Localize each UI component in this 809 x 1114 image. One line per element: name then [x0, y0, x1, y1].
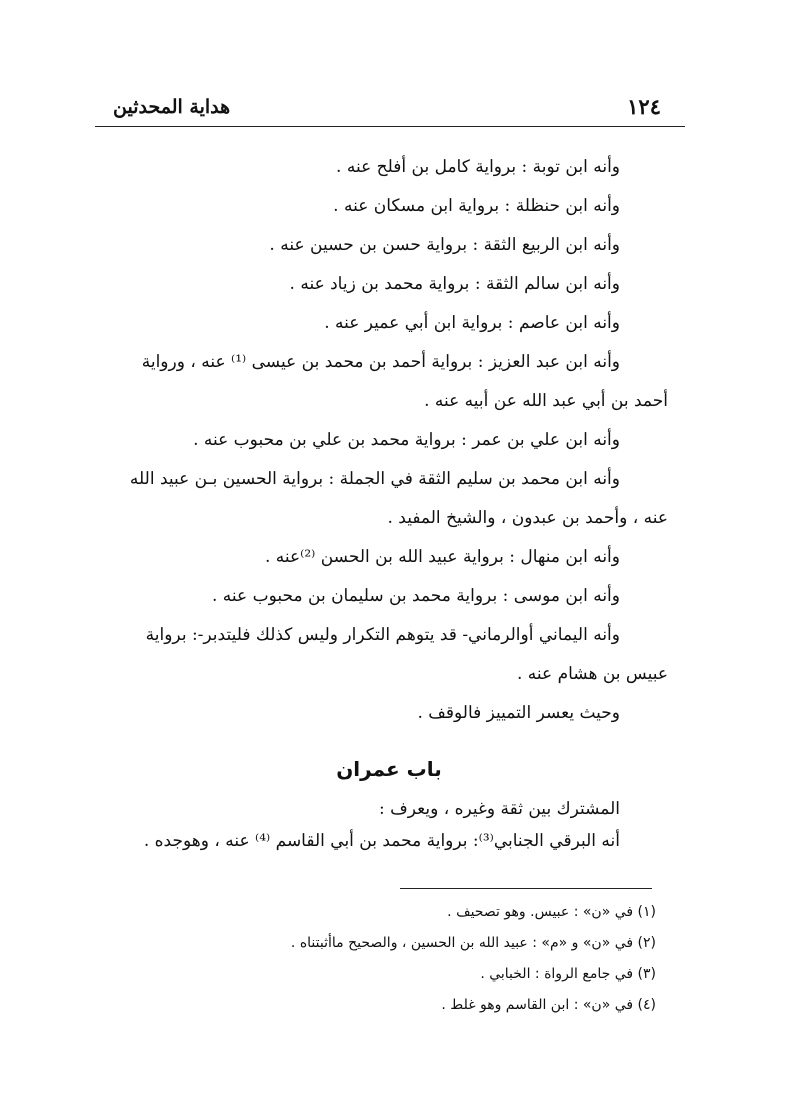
footnote-1: (١) في «ن» : عبيس. وهو تصحيف .	[447, 904, 656, 920]
text-line: وأنه اليماني أوالرماني- قد يتوهم التكرار وليس كذلك فليتدبر-: برواية	[145, 625, 620, 645]
text-line: وأنه ابن علي بن عمر : برواية محمد بن علي بن محبوب عنه .	[193, 430, 620, 450]
footnote-2: (٢) في «ن» و «م» : عبيد الله بن الحسين ، والصحيح ماأثبتناه .	[290, 935, 656, 951]
page-number: ١٢٤	[627, 94, 661, 119]
text-line: أنه البرقي الجنابي⁽³⁾: برواية محمد بن أبي القاسم ⁽⁴⁾ عنه ، وهوجده .	[143, 831, 620, 851]
text-line: وأنه ابن الربيع الثقة : برواية حسن بن حسين عنه .	[269, 235, 620, 255]
text-line: وأنه ابن سالم الثقة : برواية محمد بن زياد عنه .	[289, 274, 620, 294]
text-line: المشترك بين ثقة وغيره ، ويعرف :	[379, 799, 620, 819]
text-line: وأنه ابن محمد بن سليم الثقة في الجملة : برواية الحسين بـن عبيد الله	[129, 469, 620, 489]
section-heading: باب عمران	[336, 757, 442, 781]
footnote-3: (٣) في جامع الرواة : الخبابي .	[480, 966, 656, 982]
page-header	[95, 92, 685, 127]
text-line: وأنه ابن توبة : برواية كامل بن أفلح عنه .	[336, 157, 620, 177]
text-line: وحيث يعسر التمييز فالوقف .	[417, 703, 620, 723]
footnote-4: (٤) في «ن» : ابن القاسم وهو غلط .	[441, 997, 656, 1013]
text-line: وأنه ابن منهال : برواية عبيد الله بن الحسن ⁽²⁾عنه .	[264, 547, 620, 567]
footnotes	[150, 897, 656, 1021]
body-text	[110, 148, 668, 857]
running-title: هداية المحدثين	[113, 96, 231, 118]
text-line: وأنه ابن موسى : برواية محمد بن سليمان بن محبوب عنه .	[212, 586, 620, 606]
text-line: وأنه ابن عبد العزيز : برواية أحمد بن محمد بن عيسى ⁽¹⁾ عنه ، ورواية	[141, 352, 620, 372]
text-line: وأنه ابن عاصم : برواية ابن أبي عمير عنه .	[324, 313, 620, 333]
footnote-divider	[400, 888, 652, 889]
text-line: أحمد بن أبي عبد الله عن أبيه عنه .	[424, 391, 668, 411]
text-line: عنه ، وأحمد بن عبدون ، والشيخ المفيد .	[387, 508, 668, 528]
text-line: وأنه ابن حنظلة : برواية ابن مسكان عنه .	[333, 196, 620, 216]
text-line: عبيس بن هشام عنه .	[517, 664, 668, 684]
